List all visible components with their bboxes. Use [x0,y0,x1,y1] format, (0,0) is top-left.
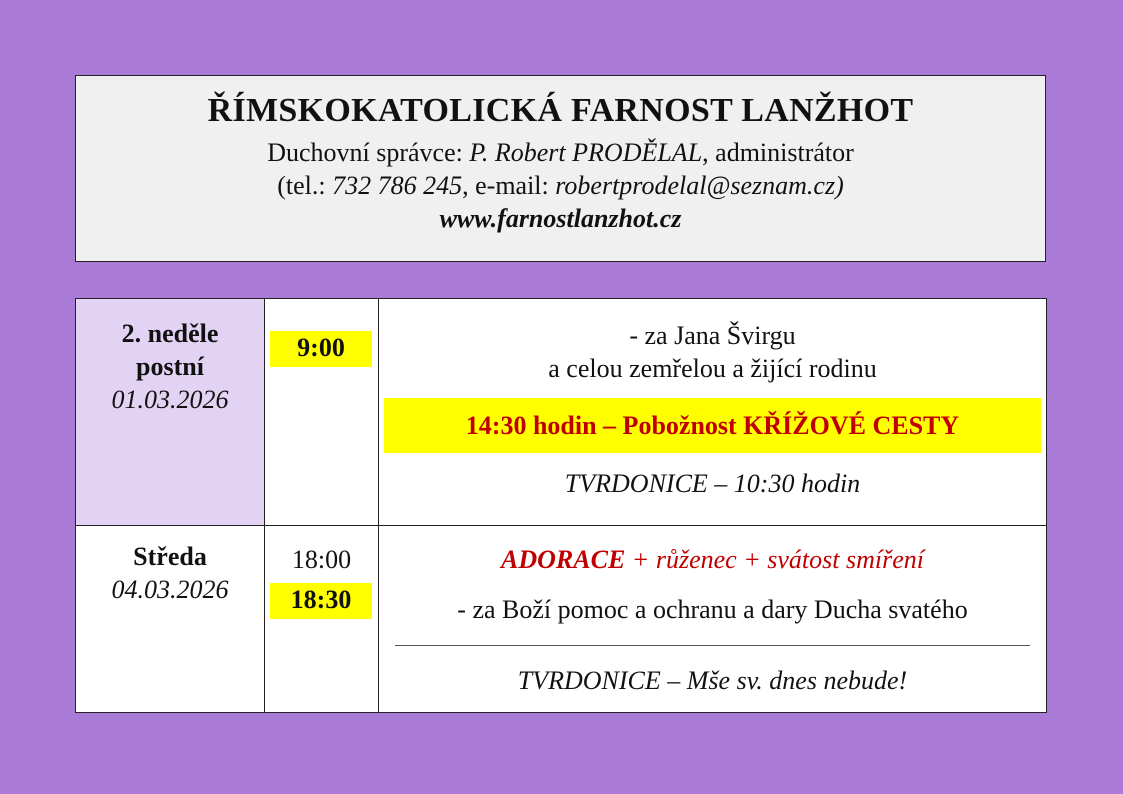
mass-time: 18:30 [270,583,372,619]
mass-schedule-table [75,298,1047,713]
parish-header [75,75,1046,262]
tvrdonice-note: TVRDONICE – Mše sv. dnes nebude! [517,666,908,695]
phone-number: 732 786 245 [332,171,463,200]
day-date: 04.03.2026 [111,575,229,604]
administrator-line [76,136,1045,169]
intention-cell [379,526,1047,713]
divider [395,645,1030,646]
day-cell [76,299,265,526]
stations-of-cross-highlight: 14:30 hodin – Pobožnost KŘÍŽOVÉ CESTY [384,398,1041,453]
email-address: robertprodelal@seznam.cz) [555,171,844,200]
day-name: Středa [133,542,207,571]
tvrdonice-note: TVRDONICE – 10:30 hodin [564,469,861,498]
time-cell [265,526,379,713]
schedule-row-wednesday [76,526,1047,713]
adoration-rest: + růženec + svátost smíření [625,545,924,574]
adoration-label: ADORACE [501,545,626,574]
intention-cell [379,299,1047,526]
intention-line2: a celou zemřelou a žijící rodinu [548,354,877,383]
day-cell [76,526,265,713]
email-prefix: , e-mail: [462,171,556,200]
contact-line [76,169,1045,202]
intention-line: - za Boží pomoc a ochranu a dary Ducha svatého [457,595,968,624]
website-link: www.farnostlanzhot.cz [439,204,682,233]
schedule-row-sunday [76,299,1047,526]
adoration-line [379,543,1046,577]
administrator-prefix: Duchovní správce: [267,138,470,167]
tel-prefix: (tel.: [277,171,333,200]
administrator-name: P. Robert PRODĚLAL [469,138,703,167]
administrator-suffix: , administrátor [702,138,854,167]
time-cell [265,299,379,526]
mass-time: 9:00 [270,331,372,367]
intention-line1: - za Jana Švirgu [629,321,796,350]
day-name-line1: 2. neděle [121,319,219,348]
adoration-time: 18:00 [291,545,352,574]
day-date: 01.03.2026 [111,385,229,414]
day-name-line2: postní [136,352,204,381]
parish-title: ŘÍMSKOKATOLICKÁ FARNOST LANŽHOT [207,92,914,129]
